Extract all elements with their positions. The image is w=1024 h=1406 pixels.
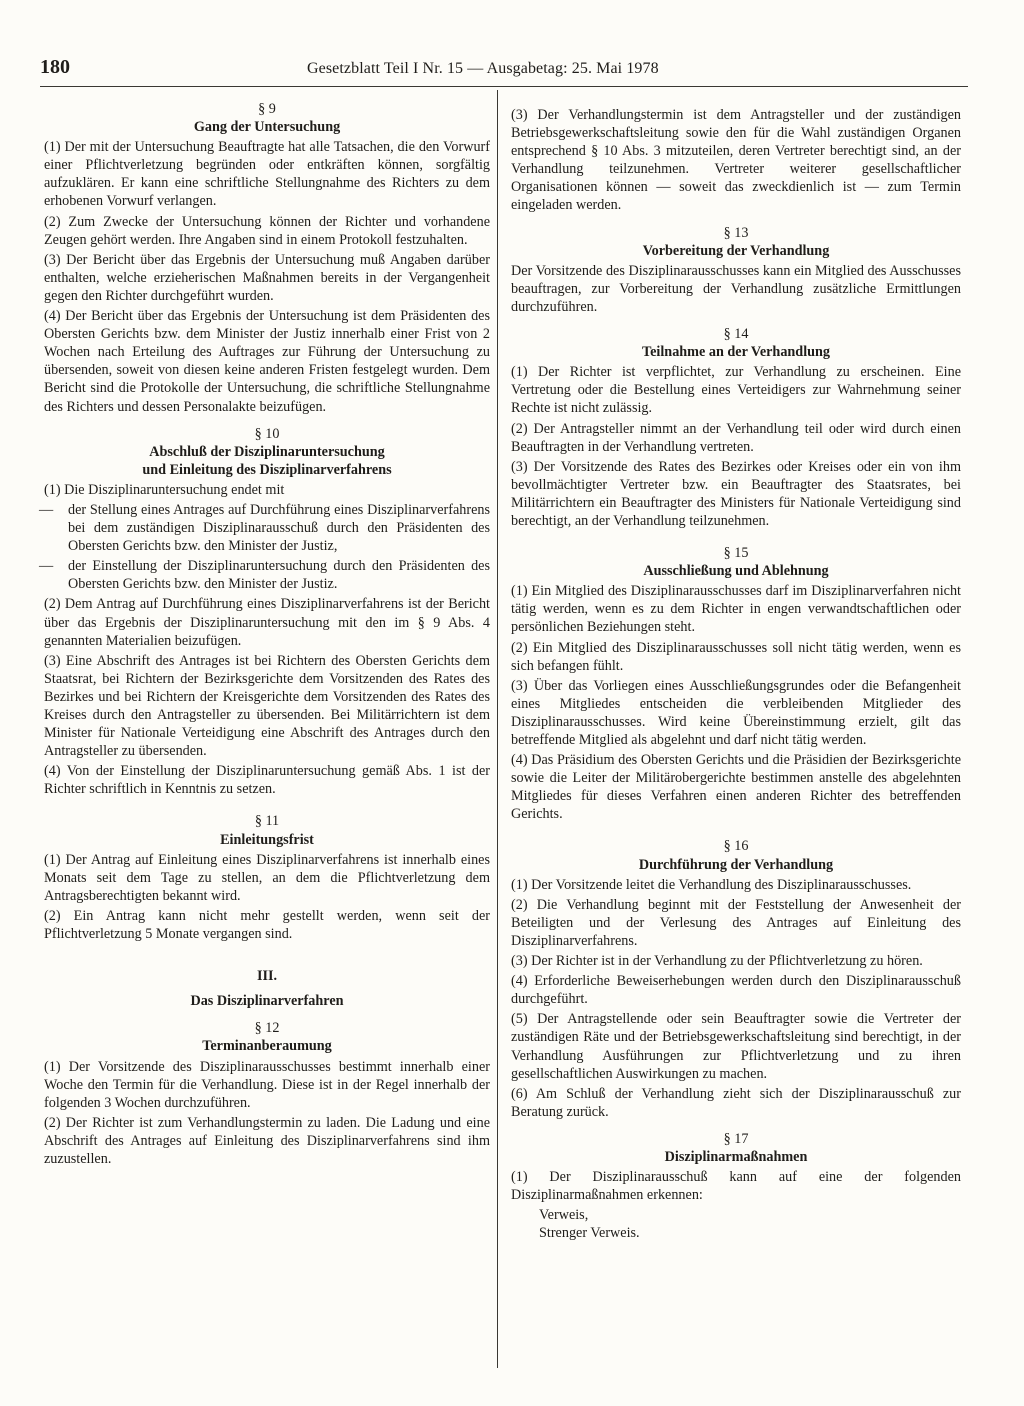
section-11-para-1: (1) Der Antrag auf Einleitung eines Disziplinarverfahrens ist innerhalb eines Monats seit dem Tage zu stellen, an dem die Pflichtverletzung dem Antragsberechtigten bekannt wird.: [44, 851, 490, 904]
section-15-title: Ausschließung und Ablehnung: [643, 563, 829, 580]
measure-item: Verweis,: [539, 1207, 589, 1224]
section-17-para-1: (1) Der Disziplinarausschuß kann auf eine der folgenden Disziplinarmaßnahmen erkennen:: [511, 1169, 961, 1204]
left-column: [39, 100, 490, 1170]
section-16-para-5: (5) Der Antragstellende oder sein Beauftragter sowie die Vertreter der zuständigen Räte und der Betriebsgewerkschaftsleitung sind berechtigt, in der Verhandlung Ausführungen zur Pflichtverletzung und zu ihren gesellschaftlichen Auswirkungen zu machen.: [511, 1011, 961, 1082]
section-17-title: Disziplinarmaßnahmen: [664, 1148, 808, 1165]
section-11-title: Einleitungsfrist: [220, 831, 314, 848]
section-16-para-6: (6) Am Schluß der Verhandlung zieht sich der Disziplinarausschuß zur Beratung zurück.: [511, 1085, 961, 1120]
section-14-para-1: (1) Der Richter ist verpflichtet, zur Verhandlung zu erscheinen. Eine Vertretung oder die Bestellung eines Verteidigers zur Wahrnehmung seiner Rechte ist nicht zulässig.: [511, 364, 961, 417]
section-16-para-2: (2) Die Verhandlung beginnt mit der Feststellung der Anwesenheit der Beteiligten und der Verlesung des Antrages auf Einleitung des Disziplinarverfahrens.: [511, 896, 961, 949]
section-14-number: § 14: [723, 326, 749, 343]
section-12-title: Terminanberaumung: [202, 1038, 332, 1055]
section-12-number: § 12: [254, 1020, 280, 1037]
section-9-para-2: (2) Zum Zwecke der Untersuchung können der Richter und vorhandene Zeugen gehört werden. Ihre Angaben sind in einem Protokoll festzuhalten.: [44, 213, 490, 248]
section-11-number: § 11: [254, 813, 280, 830]
chapter-number: III.: [256, 968, 278, 985]
page-header: [40, 56, 970, 86]
section-16-para-1: (1) Der Vorsitzende leitet die Verhandlung des Disziplinarausschusses.: [511, 876, 912, 893]
list-item-text: der Einstellung der Disziplinaruntersuchung durch den Präsidenten des Obersten Gerichts bzw. den Minister der Justiz.: [68, 558, 490, 593]
chapter-title: Das Disziplinarverfahren: [190, 993, 344, 1010]
list-item: [39, 557, 490, 593]
column-rule: [497, 90, 498, 1368]
section-15-para-2: (2) Ein Mitglied des Disziplinarausschusses soll nicht tätig werden, wenn es sich befangen fühlt.: [511, 639, 961, 674]
section-16-number: § 16: [723, 838, 749, 855]
section-16-para-3: (3) Der Richter ist in der Verhandlung zu der Pflichtverletzung zu hören.: [511, 953, 923, 970]
section-10-para-2: (2) Dem Antrag auf Durchführung eines Disziplinarverfahrens ist der Bericht über das Ergebnis der Disziplinaruntersuchung mit den im § 9 Abs. 4 genannten Materialien beizufügen.: [44, 596, 490, 649]
section-10-title-line-2: und Einleitung des Disziplinarverfahrens: [142, 461, 392, 478]
section-9-number: § 9: [258, 101, 276, 117]
section-14-para-2: (2) Der Antragsteller nimmt an der Verhandlung teil oder wird durch einen Beauftragten in der Verhandlung vertreten.: [511, 420, 961, 455]
section-10-number: § 10: [254, 425, 280, 442]
running-head: Gesetzblatt Teil I Nr. 15 — Ausgabetag: 25. Mai 1978: [307, 60, 659, 77]
measure-item: Strenger Verweis.: [539, 1225, 640, 1242]
section-15-para-3: (3) Über das Vorliegen eines Ausschließungsgrundes oder die Befangenheit eines Mitgliedes entscheiden die verbleibenden Mitglieder des Disziplinarausschusses. Wird keine Übereinstimmung erzielt, gilt das betreffende Mitglied als abgelehnt und darf nicht tätig werden.: [511, 677, 961, 748]
list-item: [39, 501, 490, 555]
section-9-para-1: (1) Der mit der Untersuchung Beauftragte hat alle Tatsachen, die den Vorwurf einer Pflichtverletzung begründen oder entkräften können, sorgfältig aufzuklären. Er kann eine schriftliche Stellungnahme des Richters zu dem erhobenen Vorwurf verlangen.: [44, 139, 490, 210]
section-17-number: § 17: [723, 1130, 749, 1147]
section-9-title: Gang der Untersuchung: [193, 119, 341, 136]
list-item-text: der Stellung eines Antrages auf Durchführung eines Disziplinarverfahrens bei dem zuständigen Disziplinarausschuß durch den Präsidenten des Obersten Gerichts bzw. den Minister der Justiz,: [68, 501, 490, 555]
header-rule: [40, 86, 968, 87]
section-16-title: Durchführung der Verhandlung: [638, 856, 834, 873]
right-column: [511, 106, 961, 1242]
section-15-para-4: (4) Das Präsidium des Obersten Gerichts und die Präsidien der Bezirksgerichte sowie die Leiter der Militärobergerichte bestimmen anstelle des abgelehnten Mitgliedes für dieses Verfahren einen anderen Richter des betreffenden Gerichts.: [511, 752, 961, 823]
dash-marker: —: [39, 501, 54, 518]
section-10-title-line-1: Abschluß der Disziplinaruntersuchung: [149, 443, 385, 460]
section-9-para-3: (3) Der Bericht über das Ergebnis der Untersuchung muß Angaben darüber enthalten, welche erzieherischen Maßnahmen bereits in der Vergangenheit gegen den Richter durchgeführt wurden.: [44, 251, 490, 304]
section-16-para-4: (4) Erforderliche Beweiserhebungen werden durch den Disziplinarausschuß durchgeführt.: [511, 973, 961, 1008]
section-13-title: Vorbereitung der Verhandlung: [642, 242, 830, 259]
section-9-para-4: (4) Der Bericht über das Ergebnis der Untersuchung ist dem Präsidenten des Obersten Gerichts bzw. dem Minister der Justiz innerhalb einer Frist von 2 Wochen nach Erteilung des Auftrages zur Führung der Untersuchung zu übersenden, soweit von diesen keine anderen Fristen festgelegt wurden. Dem Bericht sind die Protokolle der Untersuchung, die schriftliche Stellungnahme des Richters und dessen Personalakte beizufügen.: [44, 308, 490, 415]
section-10-para-3: (3) Eine Abschrift des Antrages ist bei Richtern des Obersten Gerichts dem Staatsrat, bei Richtern der Bezirksgerichte dem Vorsitzenden des Rates des Bezirkes und bei Richtern der Kreisgerichte dem Vorsitzenden des Rates des Kreises durch den Antragsteller zu übersenden. Bei Militärrichtern ist dem Minister für Nationale Verteidigung eine Abschrift des Antrages durch den Antragsteller zu übersenden.: [44, 652, 490, 760]
section-12-para-1: (1) Der Vorsitzende des Disziplinarausschusses bestimmt innerhalb einer Woche den Termin für die Verhandlung. Diese ist in der Regel innerhalb der folgenden 3 Wochen durchzuführen.: [44, 1058, 490, 1111]
section-14-title: Teilnahme an der Verhandlung: [641, 344, 831, 361]
section-13-para-1: Der Vorsitzende des Disziplinarausschusses kann ein Mitglied des Ausschusses beauftragen, zur Vorbereitung der Verhandlung zusätzliche Ermittlungen durchzuführen.: [511, 262, 961, 315]
section-10-para-1: (1) Die Disziplinaruntersuchung endet mit: [44, 481, 285, 498]
dash-marker: —: [39, 558, 54, 575]
section-12-para-2: (2) Der Richter ist zum Verhandlungstermin zu laden. Die Ladung und eine Abschrift des Antrages auf Einleitung des Disziplinarverfahrens sind ihm zuzustellen.: [44, 1114, 490, 1167]
section-15-para-1: (1) Ein Mitglied des Disziplinarausschusses darf im Disziplinarverfahren nicht tätig werden, wenn es zu dem Richter in engen verwandtschaftlichen oder persönlichen Beziehungen steht.: [511, 583, 961, 636]
section-14-para-3: (3) Der Vorsitzende des Rates des Bezirkes oder Kreises oder ein von ihm bevollmächtigter Vertreter bzw. ein Beauftragter des Staatsrates, bei Militärrichtern ein Beauftragter des Ministers für Nationale Verteidigung sind berechtigt, an der Verhandlung teilzunehmen.: [511, 458, 961, 529]
page-number: 180: [40, 56, 70, 78]
section-13-number: § 13: [723, 224, 749, 241]
section-12-para-3: (3) Der Verhandlungstermin ist dem Antragsteller und der zuständigen Betriebsgewerkschaftsleitung sowie den für die Wahl zuständigen Organen entsprechend § 10 Abs. 3 mitzuteilen, deren Vertreter berechtigt sind, an der Verhandlung teilzunehmen. Vertreter weiterer gesellschaftlicher Organisationen können — soweit das zweckdienlich ist — zum Termin eingeladen werden.: [511, 107, 961, 214]
section-11-para-2: (2) Ein Antrag kann nicht mehr gestellt werden, wenn seit der Pflichtverletzung 5 Monate vergangen sind.: [44, 907, 490, 943]
section-15-number: § 15: [723, 545, 749, 562]
section-10-para-4: (4) Von der Einstellung der Disziplinaruntersuchung gemäß Abs. 1 ist der Richter schriftlich in Kenntnis zu setzen.: [44, 763, 490, 798]
